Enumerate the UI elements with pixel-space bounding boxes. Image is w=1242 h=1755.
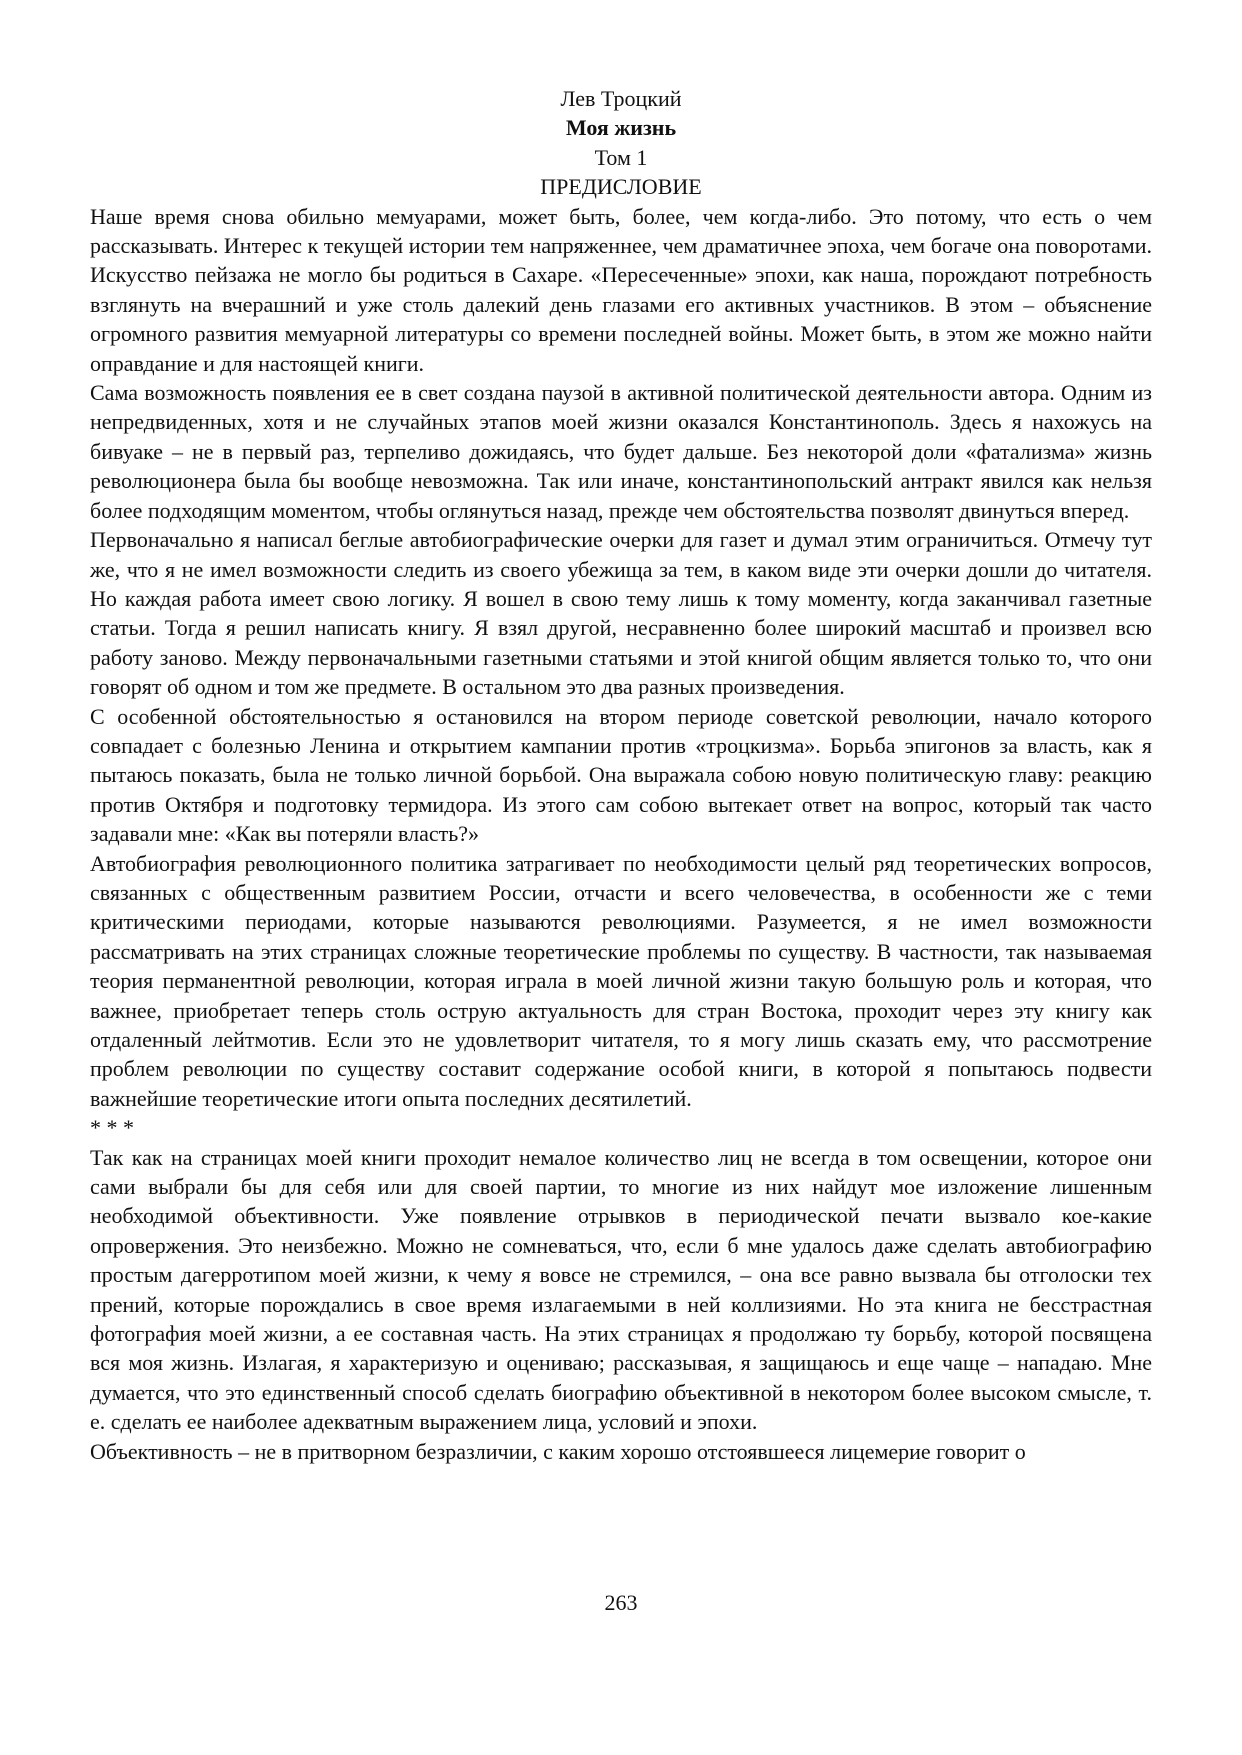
paragraph: Первоначально я написал беглые автобиографические очерки для газет и думал этим ограничиться. Отмечу тут же, что я не имел возможности следить из своего убежища за тем, в каком виде эти очерки дошли до читателя. Но каждая работа имеет свою логику. Я вошел в свою тему лишь к тому моменту, когда заканчивал газетные статьи. Тогда я решил написать книгу. Я взял другой, несравненно более широкий масштаб и произвел всю работу заново. Между первоначальными газетными статьями и этой книгой общим является только то, что они говорят об одном и том же предмете. В остальном это два разных произведения. [90, 527, 1152, 700]
page-content [90, 84, 1152, 1466]
section-separator: * * * [90, 1115, 134, 1141]
paragraph: Автобиография революционного политика затрагивает по необходимости целый ряд теоретических вопросов, связанных с общественным развитием России, отчасти и всего человечества, в особенности же с теми критическими периодами, которые называются революциями. Разумеется, я не имел возможности рассматривать на этих страницах сложные теоретические проблемы по существу. В частности, так называемая теория перманентной революции, которая играла в моей личной жизни такую большую роль и которая, что важнее, приобретает теперь столь острую актуальность для стран Востока, проходит через эту книгу как отдаленный лейтмотив. Если это не удовлетворит читателя, то я могу лишь сказать ему, что рассмотрение проблем революции по существу составит содержание особой книги, в которой я попытаюсь подвести важнейшие теоретические итоги опыта последних десятилетий. [90, 850, 1152, 1111]
paragraph: Наше время снова обильно мемуарами, может быть, более, чем когда-либо. Это потому, что есть о чем рассказывать. Интерес к текущей истории тем напряженнее, чем драматичнее эпоха, чем богаче она поворотами. Искусство пейзажа не могло бы родиться в Сахаре. «Пересеченные» эпохи, как наша, порождают потребность взглянуть на вчерашний и уже столь далекий день глазами его активных участников. В этом – объяснение огромного развития мемуарной литературы со времени последней войны. Может быть, в этом же можно найти оправдание и для настоящей книги. [90, 203, 1152, 376]
paragraph: С особенной обстоятельностью я остановился на втором периоде советской революции, начало которого совпадает с болезнью Ленина и открытием кампании против «троцкизма». Борьба эпигонов за власть, как я пытаюсь показать, была не только личной борьбой. Она выражала собою новую политическую главу: реакцию против Октября и подготовку термидора. Из этого сам собою вытекает ответ на вопрос, который так часто задавали мне: «Как вы потеряли власть?» [90, 703, 1152, 847]
section-heading: ПРЕДИСЛОВИЕ [540, 174, 702, 200]
volume-label: Том 1 [594, 144, 648, 170]
page-number: 263 [604, 1590, 638, 1615]
book-title: Моя жизнь [565, 115, 677, 141]
paragraph: Объективность – не в притворном безразличии, с каким хорошо отстоявшееся лицемерие говорит о [90, 1438, 1026, 1464]
paragraph: Сама возможность появления ее в свет создана паузой в активной политической деятельности автора. Одним из непредвиденных, хотя и не случайных этапов моей жизни оказался Константинополь. Здесь я нахожусь на бивуаке – не в первый раз, терпеливо дожидаясь, что будет дальше. Без некоторой доли «фатализма» жизнь революционера была бы вообще невозможна. Так или иначе, константинопольский антракт явился как нельзя более подходящим моментом, чтобы оглянуться назад, прежде чем обстоятельства позволят двинуться вперед. [90, 380, 1152, 523]
author-name: Лев Троцкий [560, 86, 682, 111]
paragraph: Так как на страницах моей книги проходит немалое количество лиц не всегда в том освещении, которое они сами выбрали бы для себя или для своей партии, то многие из них найдут мое изложение лишенным необходимой объективности. Уже появление отрывков в периодической печати вызвало кое-какие опровержения. Это неизбежно. Можно не сомневаться, что, если б мне удалось даже сделать автобиографию простым дагерротипом моей жизни, к чему я вовсе не стремился, – она все равно вызвала бы отголоски тех прений, которые порождались в свое время излагаемыми в ней коллизиями. Но эта книга не бесстрастная фотография моей жизни, а ее составная часть. На этих страницах я продолжаю ту борьбу, которой посвящена вся моя жизнь. Излагая, я характеризую и оцениваю; рассказывая, я защищаюсь и еще чаще – нападаю. Мне думается, что это единственный способ сделать биографию объективной в некотором более высоком смысле, т. е. сделать ее наиболее адекватным выражением лица, условий и эпохи. [90, 1144, 1152, 1435]
